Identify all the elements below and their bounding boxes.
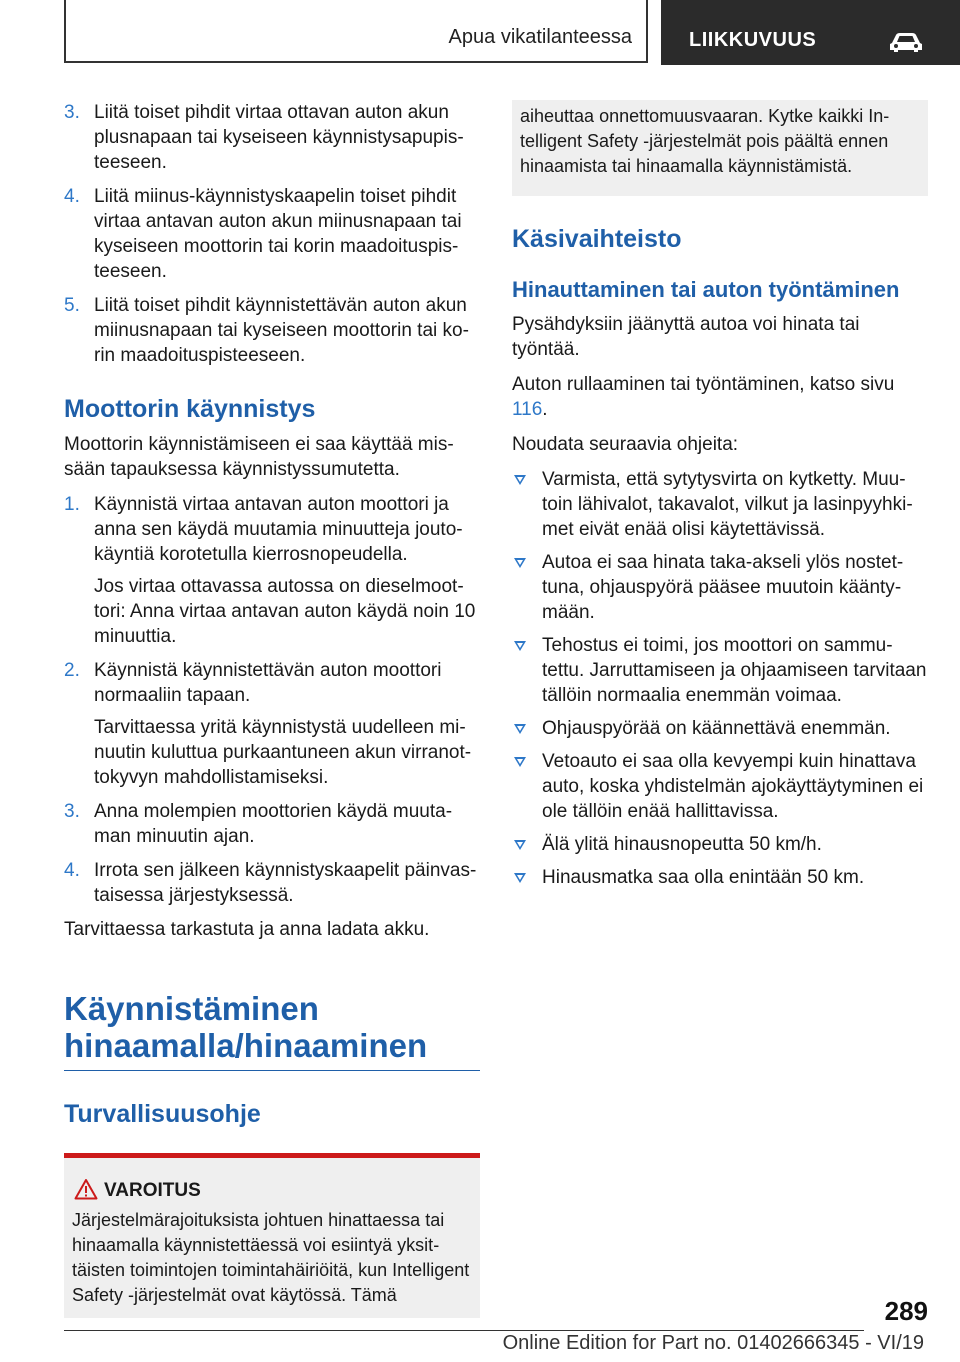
- triangle-bullet-icon: [514, 873, 526, 883]
- warning-triangle-icon: [74, 1178, 98, 1200]
- step-text: Käynnistä käynnistettävän auton moottori normaaliin tapaan.: [94, 660, 442, 706]
- paragraph: Pysähdyksiin jäänyttä autoa voi hinata tai työntää.: [512, 314, 860, 360]
- list-item: [512, 467, 928, 542]
- heading-engine-start: Moottorin käynnistys: [64, 395, 316, 423]
- list-item: [512, 832, 928, 857]
- step-subtext: Tarvittaessa yritä käynnistystä uudelleen minuutin kuluttua purkaantuneen akun virranottokyvyn mahdollistamiseksi.: [94, 717, 472, 788]
- section-tab: [64, 0, 648, 63]
- start-steps-list: [64, 492, 480, 908]
- list-item: [512, 633, 928, 708]
- step-number: 3.: [64, 102, 80, 123]
- step-number: 5.: [64, 295, 80, 316]
- triangle-bullet-icon: [514, 641, 526, 651]
- list-item: [64, 492, 480, 649]
- step-text: Anna molempien moottorien käydä muutaman minuutin ajan.: [94, 801, 453, 847]
- list-item: [64, 858, 480, 908]
- step-number: 2.: [64, 660, 80, 681]
- triangle-bullet-icon: [514, 558, 526, 568]
- list-item: [512, 749, 928, 824]
- heading-safety: Turvallisuusohje: [64, 1100, 261, 1128]
- warning-box: [64, 1153, 480, 1318]
- reference-end: .: [542, 399, 548, 420]
- warning-text-continued: aiheuttaa onnettomuusvaaran. Kytke kaikki Intelligent Safety -järjestelmät pois päältä ennen hinaamista tai hinaamalla käynnistämistä.: [520, 106, 890, 176]
- step-subtext: Jos virtaa ottavassa autossa on dieselmoottori: Anna virtaa antavan auton käydä noin 10 minuuttia.: [94, 576, 476, 647]
- left-column: [64, 100, 480, 1318]
- step-number: 3.: [64, 801, 80, 822]
- heading-towing: Käynnistäminen hinaamalla/hinaaminen: [64, 990, 480, 1071]
- footer-edition: Online Edition for Part no. 01402666345 - VI/19: [502, 1332, 924, 1354]
- list-item: [512, 716, 928, 741]
- heading-manual-transmission: Käsivaihteisto: [512, 225, 682, 253]
- footer-divider: [64, 1330, 864, 1331]
- right-column: [512, 100, 928, 898]
- bullet-text: Ohjauspyörää on käännettävä enemmän.: [542, 718, 891, 739]
- bullet-text: Hinausmatka saa olla enintään 50 km.: [542, 867, 865, 888]
- paragraph: Noudata seuraavia ohjeita:: [512, 434, 739, 455]
- section-title: Apua vikatilanteessa: [448, 26, 632, 48]
- step-number: 4.: [64, 860, 80, 881]
- step-text: Liitä miinus-käynnistyskaapelin toiset pihdit virtaa antavan auton akun miinusnapaan tai kyseiseen moottorin tai korin maadoituspisteeseen.: [94, 186, 462, 282]
- chapter-title: LIIKKUVUUS: [689, 29, 817, 51]
- heading-tow-push: Hinauttaminen tai auton työntäminen: [512, 277, 900, 302]
- list-item: [64, 184, 480, 284]
- step-number: 1.: [64, 494, 80, 515]
- tow-rules-list: [512, 467, 928, 890]
- paragraph-reference: [512, 372, 928, 422]
- triangle-bullet-icon: [514, 475, 526, 485]
- chapter-tab: [661, 0, 960, 65]
- page-link[interactable]: 116: [512, 399, 543, 420]
- after-paragraph: Tarvittaessa tarkastuta ja anna ladata akku.: [64, 919, 430, 940]
- page-header: [64, 0, 960, 66]
- list-item: [512, 865, 928, 890]
- list-item: [64, 799, 480, 849]
- step-number: 4.: [64, 186, 80, 207]
- reference-text: Auton rullaaminen tai työntäminen, katso sivu: [512, 374, 895, 395]
- intro-paragraph: Moottorin käynnistämiseen ei saa käyttää missään tapauksessa käynnistyssumutetta.: [64, 434, 454, 480]
- bullet-text: Vetoauto ei saa olla kevyempi kuin hinattava auto, koska yhdistelmän ajokäyttäytyminen ei ole tällöin enää hallittavissa.: [542, 751, 924, 822]
- bullet-text: Tehostus ei toimi, jos moottori on sammutettu. Jarruttamiseen ja ohjaamiseen tarvitaan tällöin normaalia enemmän voimaa.: [542, 635, 927, 706]
- step-text: Liitä toiset pihdit käynnistettävän auton akun miinusnapaan tai kyseiseen moottorin tai korin maadoituspisteeseen.: [94, 295, 469, 366]
- triangle-bullet-icon: [514, 840, 526, 850]
- warning-title-text: VAROITUS: [104, 1180, 201, 1201]
- step-text: Liitä toiset pihdit virtaa ottavan auton akun plusnapaan tai kyseiseen käynnistysapupisteeseen.: [94, 102, 464, 173]
- bullet-text: Autoa ei saa hinata taka-akseli ylös nostettuna, ohjauspyörä pääsee muutoin kääntymään.: [542, 552, 904, 623]
- car-icon: [888, 31, 924, 53]
- step-text: Käynnistä virtaa antavan auton moottori ja anna sen käydä muutamia minuutteja joutokäyntiä korotetulla kierrosnopeudella.: [94, 494, 463, 565]
- warning-text: Järjestelmärajoituksista johtuen hinattaessa tai hinaamalla käynnistettäessä voi esiintyä yksittäisten toimintojen toimintahäiriöitä, kun Intelligent Safety -järjestelmät ovat käytössä. Tämä: [72, 1210, 470, 1305]
- warning-box-continued: [512, 100, 928, 196]
- triangle-bullet-icon: [514, 724, 526, 734]
- list-item: [512, 550, 928, 625]
- bullet-text: Varmista, että sytytysvirta on kytketty. Muutoin lähivalot, takavalot, vilkut ja lasinpyyhkimet eivät enää olisi käytettävissä.: [542, 469, 913, 540]
- list-item: [64, 293, 480, 368]
- warning-title: [72, 1180, 470, 1202]
- cable-steps-list: [64, 100, 480, 368]
- bullet-text: Älä ylitä hinausnopeutta 50 km/h.: [542, 834, 822, 855]
- step-text: Irrota sen jälkeen käynnistyskaapelit päinvastaisessa järjestyksessä.: [94, 860, 477, 906]
- triangle-bullet-icon: [514, 757, 526, 767]
- list-item: [64, 100, 480, 175]
- list-item: [64, 658, 480, 790]
- page-number: 289: [884, 1296, 928, 1326]
